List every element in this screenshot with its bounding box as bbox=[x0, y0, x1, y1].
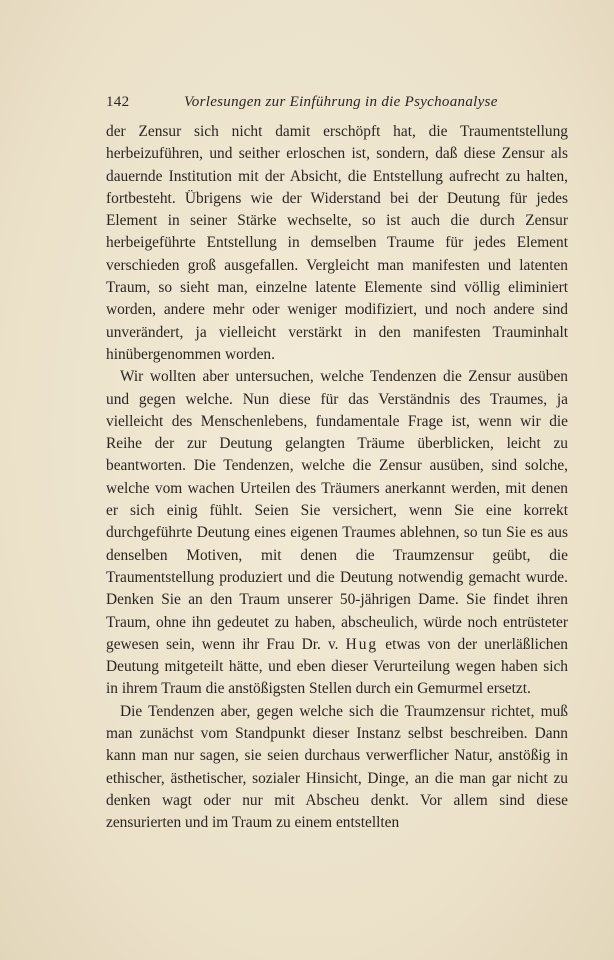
paragraph-3: Die Tendenzen aber, gegen welche sich die Traumzensur richtet, muß man zunächst vom Standpunkt dieser Instanz selbst beschreiben. Dann kann man nur sagen, sie seien durchaus verwerflicher Natur, anstößig in ethischer, ästhetischer, sozialer Hinsicht, Dinge, an die man gar nicht zu denken wagt oder nur mit Abscheu denkt. Vor allem sind diese zensurierten und im Traum zu einem entstellten bbox=[106, 702, 568, 832]
paragraph-2-text-after: etwas von der unerläßlichen Deutung mitgeteilt hätte, und eben dieser Verurteilung wegen haben sich in ihrem Traum die anstößigsten Stellen durch ein Gemurmel ersetzt. bbox=[106, 635, 569, 698]
page-number: 142 bbox=[106, 94, 130, 110]
paragraph-1: der Zensur sich nicht damit erschöpft hat, die Traumentstellung herbeizuführen, und seither erloschen ist, sondern, daß diese Zensur als dauernde Institution mit der Absicht, die Entstellung aufrecht zu halten, fortbesteht. Übrigens wie der Widerstand bei der Deutung für jedes Element in seiner Stärke wechselte, so ist auch die durch Zensur herbeigeführte Entstellung in demselben Traume für jedes Element verschieden groß ausgefallen. Vergleicht man manifesten und latenten Traum, so sieht man, einzelne latente Elemente sind völlig eliminiert worden, andere mehr oder weniger modifiziert, und noch andere sind unverändert, ja vielleicht verstärkt in den manifesten Trauminhalt hinübergenommen worden. bbox=[106, 123, 568, 363]
body-text bbox=[106, 121, 568, 835]
page-header bbox=[106, 94, 564, 116]
running-title: Vorlesungen zur Einführung in die Psychoanalyse bbox=[184, 94, 498, 110]
paragraph-2-text: Wir wollten aber untersuchen, welche Tendenzen die Zensur ausüben und gegen welche. Nun diese für das Verständnis des Traumes, ja vielleicht des Menschenlebens, fundamentale Frage ist, wenn wir die Reihe der zur Deutung gelangten Träume überblicken, leicht zu beantworten. Die Tendenzen, welche die Zensur ausüben, sind solche, welche vom wachen Urteilen des Träumers anerkannt werden, mit denen er sich einig fühlt. Seien Sie versichert, wenn Sie eine korrekt durchgeführte Deutung eines eigenen Traumes ablehnen, so tun Sie es aus denselben Motiven, mit denen die Traumzensur geübt, die Traumentstellung produziert und die Deutung notwendig gemacht wurde. Denken Sie an den Traum unserer 50-jährigen Dame. Sie findet ihren Traum, ohne ihn gedeutet zu haben, abscheulich, würde noch entrüsteter gewesen sein, wenn ihr Frau Dr. v. bbox=[106, 368, 568, 653]
paragraph-2 bbox=[106, 366, 568, 700]
spaced-name-hug: Hug bbox=[345, 635, 379, 653]
